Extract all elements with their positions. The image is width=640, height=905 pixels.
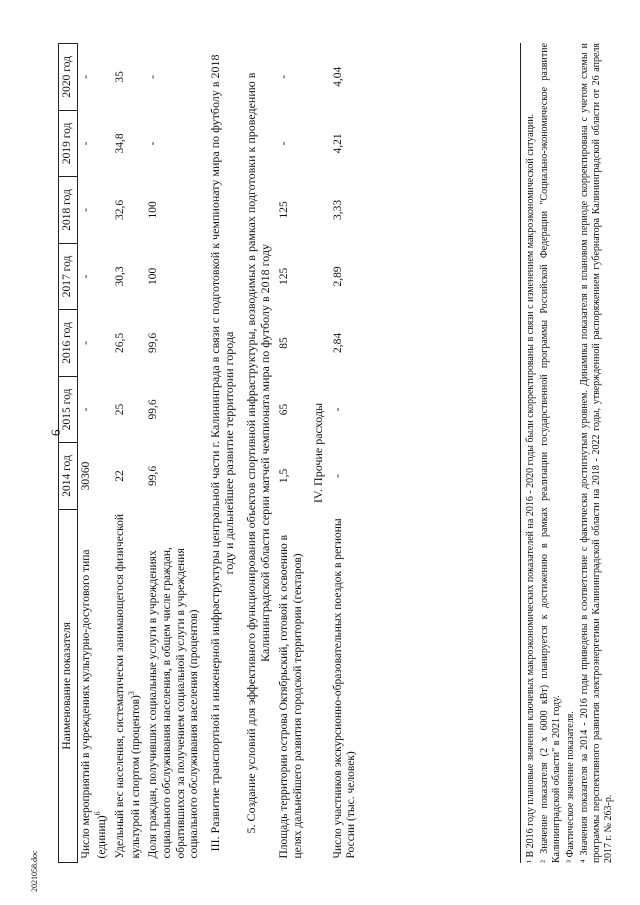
table-row [330,44,361,863]
cell: 4,04 [331,66,344,87]
footnote: ² Значение показателя (2 х 6000 кВт) планируется к достижению в рамках реализации государственной программы Российской Федерации "Социально-экономическое развитие Калининградской области" в 2021 году. [539,43,562,863]
row-name: Число участников экскурсионно-образовательных поездок в регионы России (тыс. человек) [331,518,358,859]
page-number: 6 [48,429,63,436]
header-2016: 2016 год [59,310,78,377]
section-5-title: 5. Создание условий для эффективного функционирования объектов спортивной инфраструктуры, возводимых в рамках подготовки к проведению в Калининградской области серии матчей чемпионата мира по футболу в 2018 году [244,72,273,834]
cell: 2,84 [331,332,344,353]
row-name: Число мероприятий в учреждениях культурно-досугового типа (единиц)$^6$ [79,549,108,859]
cell: 30,3 [113,266,126,287]
cell: 125 [278,201,291,219]
section-heading [307,44,329,863]
cell: - [79,407,92,412]
section-heading [204,44,240,863]
header-2014: 2014 год [59,443,78,510]
cell: 99,6 [147,399,160,420]
cell: 85 [278,337,291,349]
cell: - [79,341,92,345]
header-2019: 2019 год [59,110,78,177]
cell: - [331,474,344,478]
cell: - [278,141,291,146]
cell: - [79,74,92,79]
cell: 26,5 [113,332,126,353]
table-header-row [59,44,78,863]
cell: 99,6 [147,332,160,353]
cell: - [79,274,92,279]
header-name: Наименование показателя [59,509,78,862]
cell: 35 [113,71,126,83]
cell: - [278,74,291,79]
cell: - [79,141,92,146]
document-code: 2021058.doc [30,850,39,892]
cell: 125 [278,267,291,286]
cell: 100 [147,267,160,286]
section-heading [240,44,276,863]
table-row [77,44,111,863]
footnote: ¹ В 2016 году плановые значения ключевых макроэкономических показателей на 2016 - 2020 годы были скорректированы в связи с изменением макроэкономической ситуации. [525,113,536,863]
cell: 1,5 [278,468,291,484]
cell: 4,21 [331,133,344,154]
cell: - [331,407,344,412]
section-4-title: IV. Прочие расходы [311,402,326,504]
cell: - [147,74,160,79]
indicator-table-container [58,43,361,863]
footnotes [520,43,617,863]
table-row [276,44,307,863]
table-row [112,44,146,863]
section-3-title: III. Развитие транспортной и инженерной инфраструктуры центральной части г. Калининграда в связи с подготовкой к чемпионату мира по футболу в 2018 году и дальнейшее развитие территории города [207,54,236,852]
cell: 100 [147,201,160,219]
indicator-table [58,43,361,863]
cell: 32,6 [113,199,126,220]
footnote: ⁴ Значения показателя за 2014 - 2016 годы приведены в соответствие с фактически достигнутым уровнем. Динамика показателя в плановом периоде скорректирована с учетом схемы и программы перспективного развития электроэнергетики Калининградской области на 2018 - 2022 годы, утвержденной распоряжением губернатора Калининградской области от 26 апреля 2017 г. № 263-р. [579,43,614,863]
row-name: Доля граждан, получивших социальные услуги в учреждениях социального обслуживания населения, в общем числе граждан, обратившихся за получением социальной услуги в учреждения социального обслуживания населения (процентов) [147,547,201,859]
cell: - [147,141,160,146]
cell: 25 [113,403,126,416]
cell: 30360 [79,461,92,491]
cell: 22 [113,470,126,482]
header-2015: 2015 год [59,376,78,443]
table-row [145,44,203,863]
cell: 65 [278,403,291,416]
cell: 34,8 [113,133,126,154]
header-2017: 2017 год [59,243,78,310]
cell: 99,6 [147,465,160,487]
row-name: Удельный вес населения, систематически занимающегося физической культурой и спортом (процентов)$^3$ [113,513,142,859]
cell: 2,89 [331,266,344,287]
header-2020: 2020 год [59,44,78,111]
header-2018: 2018 год [59,177,78,244]
row-name: Площадь территории острова Октябрьский, готовой к освоению в целях дальнейшего развития городской территории (гектаров) [278,534,304,859]
cell: 3,33 [331,199,344,220]
footnote: ³ Фактическое значение показателя. [565,711,576,863]
cell: - [79,207,92,212]
